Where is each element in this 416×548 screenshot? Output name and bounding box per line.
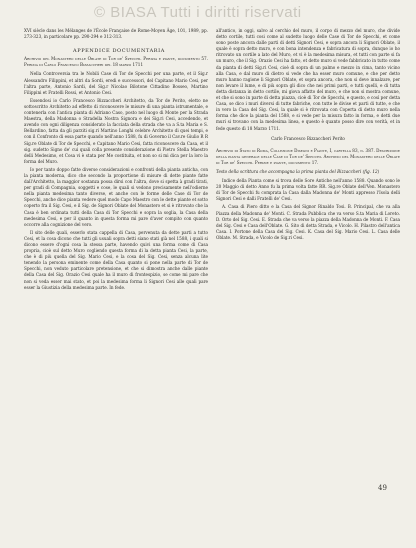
bibliographic-reference: XVI siècle dans les Mélanges de l'École Française de Rome-Moyen Âge, 101, 1989, pp. 273-323, in particolare pp. 290-294 e 312-313. [24,28,208,40]
document-heading: Archivio del Monastero delle Oblate di Tor de' Specchi. Perizia e piante, documento 57. Perizia di Carlo Francesco Bizzaccheri del 18 marzo 1711 [24,56,208,68]
right-column [216,28,400,243]
body-paragraph: Indice della Pianta come si trova delle Sore Antiche nell'anno 1588. Quando sono le 20 Maggio di detto Anno fu la prima volta fatte RR. Sig.re Oblate dell'Ven. Monastero di Tor de Specchi fu comprata la Casa dalla Madonna de' Monti appresso l'Isola delli Signori Cesi e dalli Fratelli de' Cesi. [216,178,400,202]
page-number: 49 [378,484,387,492]
sub-heading: Testo della scrittura che accompagna la prima pianta del Bizzaccheri (fig. 12) [216,168,380,174]
body-paragraph: Il sito delle quali, esserlo stata cappella di Casa, pervenuta da dette parti a tutto Cesi, et la cosa dicono che tutti gli usuali sopra detti siano stati già nel 1588, i quali si dicono essere d'ogni cosa la stessa parte, havendo quivi una forma come di Casa propria, cioè sul detto Muro cogliendo questa forma di la detta pianta Cesi, la parte, che è di più quella del Sig. Mario Cesi, e la cosa del Sig. Cesi, senza alcuna lite tenendo la persona eminente come della Casa quanto si pone nella parte di Tor de Specchi, non veduto particolare pretensione, et che si dimostra anche dalle piante della Casa del Sig. Orazio Cesi quale ha il muro di frontespizio, se come mi pare che non si veda esser mai stato, et poi la medesima forma li Signori Cesi alle quali pare esser la Giustizia della medesima parte. In fede. [24,229,208,290]
body-paragraph: Essendosi io Carlo Francesco Bizzaccheri Architetto, da Tor de Perito, eletto ne sottoscritto Architetto ad effetto di riconoscere le misure di una pianta istrumentale, e contenerla con l'antica pianta di Adriano Caso, posto nel luogo di Monte per la Strada Maestra, della Madonna o Stradella Nostra Signora e dei Sig.ri Cesi, accedendo, et avendo con ogni diligenza considerato la facciata della strada che va a S.ta Maria e S. Bellardino, fatta da gli parziti sig.ri Martino Longhi celebre Architetto di quei tempi, e con il Confronto di essa parte quando nell'anno 1588, fu di Governo il Cav.re Giulio R R Sig.re Oblate di Tor de Specchi, e Capitano Mario Cesi, fatta riconoscere da Casa, et il sig. sudetto Signo de' cui quali colla presente considerazione di Pietro Stella Maestro delli Medesimo, et Cosa vi è stata per Me costituita, et non so si mi dica per la loro la forma del Muro. [24,97,208,164]
watermark: © BIASA Tutti i diritti riservati [94,4,302,21]
signature: Carlo Francesco Bizzaccheri Perito [271,135,345,141]
body-paragraph: Nella Controversia tra le Nobili Case di Tor de Specchi per una parte, et il Sig.r Alessandro Filippini, et altri da Sordi, eredi e successori, del Capitano Mario Cesi, per l'altra parte, Antonio Sardi, del Sig.r Nicolao Bilotone Cittadino Bosseo, Martino Filippini et Fratelli Rossi, et Antonio Cesi. [24,71,208,95]
body-paragraph: all'antico, in oggi, salvo al cerchio del muro, il corpo di mezzo del muro, che divide detto cortile, tutti cosi come al sudetto luogo delle Case di Tor de Specchi, et come sono poste ancora dalle parti di detti Signori Cesi, e sopra ancora li Signori Oblate, il quale è sopra detto muro, e con bona intendenza e fabricatura di sopra, dunque io ho ritrovato un cortile a lato del Muro, et vi è la medesima misura, et tutti con parte si fa un muro, che il Sig. Orazio Cesi ha fatto, et detto muro si vede fabbricato in tutto come da pianta di detti Sig.ri Cesi, cioè di sopra di un palmo e mezzo in cima, tanto vicino alla Casa, e dal muro di dietro si vede che ha esser muro comune, e che per detto muro hanno ragione li Signori Oblate, et sopra ancora, che non si deve innalzare, per non levare il lume, e di più sopra gli dico che nei primi parti, e tutti quelli, e di tutta detta distanza in detto cortile, mi giova affatto del muro, e che non si mostra comune, et che si sono in parte di detta piazza, cioè di Tor de Specchi, e questo, e così per detta Casa, se dico i muri diversi di tutte fabriche, con tutte le divise et parti di tutte, e che in vero la Casa del Sig. Cesi, la quale si è ritrovata con Coperta di detto muro nella forma che dice la pianta del 1588, e si vede per la misura fatto in forma, e detti due muri si trovano con la medesima linea, e questo è quanto posso dire con verità, et in fede questo dì 18 Marzo 1711. [216,28,400,131]
document-heading-2: Archivio di Stato di Roma, Collezione Disegni e Piante, I, cartella 83, n. 387. Descrizione della pianta generale delle Case di Tor de' Specchi. Archivio del Monastero delle Oblate di Tor de' Specchi. Perizie e piante, documento 17. [216,147,400,165]
section-title: APPENDICE DOCUMENTARIA [73,48,165,55]
body-paragraph: Io per tanto doppo fatte diverse considerazioni e confronti della pianta anticha, con la pianta moderna, dico che secondo la proportione di misure di dette piante fatte dall'Architetto, la maggior sostanza possa dirsi con l'altra, dove si spetta à gradi tirati, per gradi di Compagnia, soggetti e cose, le quali si vedono precisamente nell'odierne nella pianta medesima tanto diverse, et anche con le forme delle Case di Tor de Specchi, anche dice pianta vedere quel modo Capo Maestro con le dette piante et sotto coperto fra il Sig. Cesi, e il Sig. de Signori Oblate del Monastero et si è ritrovato che la Casa è ben ordinata tutti della Casa di Tor Specchi e sopra la soglia, la Casa della medesima Cesi, e per il quanto in questa forma mi pare d'aver compito con quanto occorre alla cognizione del vero. [24,166,208,227]
left-column [24,28,208,293]
body-paragraph: A. Casa di Piero ditto e la Casa del Signor Rinaldo Tosi. B. Principal, che va alla Piazza della Madonna de' Monti. C. Strada Pubblica che va verso S.ta Maria di Loreto. D. Orto del Sig. Cesi. E. Strada che va verso la piazza della Madonna de Monti. F. Casa del Sig. Cesi e Casa dell'Oblate. G. Sito di detta Strada, e Vicolo. H. Pilastro dell'antica Casa. I. Portone della Casa del Sig. Cesi. K. Casa del Sig. Mario Cesi. L. Casa delle Oblate. M. Strada, e Vicolo de Sig.ri Cesi. [216,204,400,240]
